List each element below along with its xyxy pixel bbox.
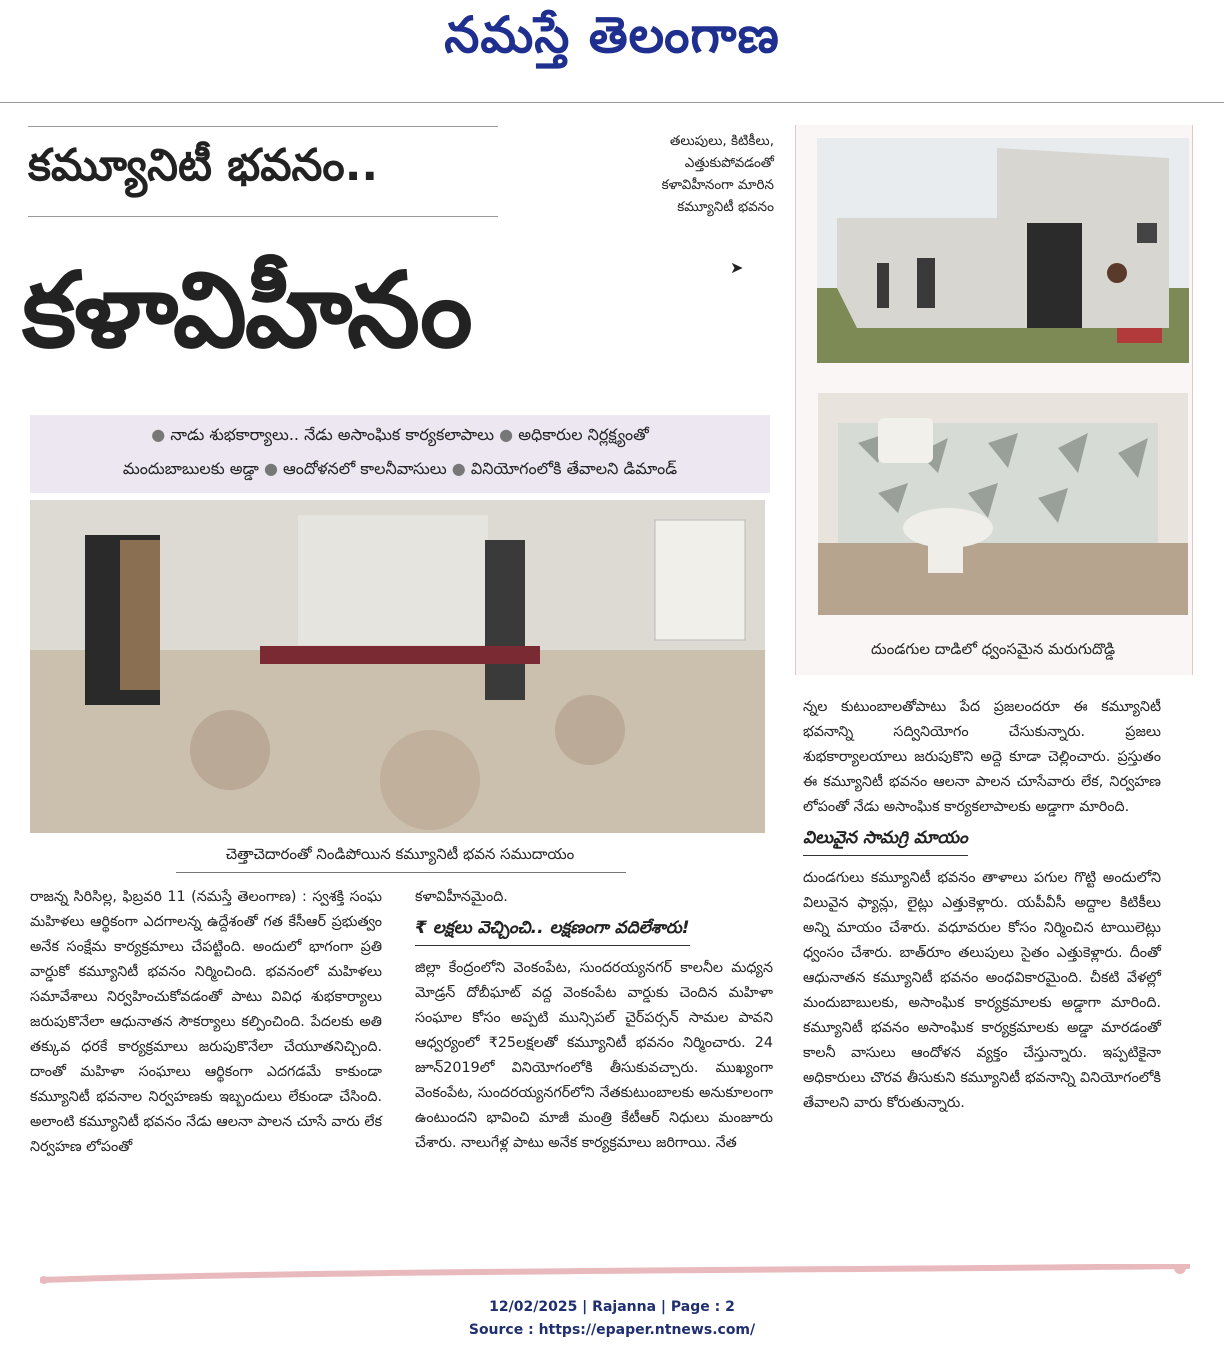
caption-rule <box>176 872 626 873</box>
article-paragraph: దుండగులు కమ్యూనిటీ భవనం తాళాలు పగుల గొట్టి అందులోని విలువైన ఫ్యాన్లు, లైట్లు ఎత్తుకెళ్లారు. యపీవీసీ అద్దాల కిటికీలు అన్ని మాయం చేశారు. వధూవరుల కోసం నిర్మించిన టాయిలెట్లు ధ్వంసం చేశారు. బాత్‌రూం తలుపులు సైతం ఎత్తుకెళ్లారు. దీంతో ఆధునాతన కమ్యూనిటీ భవనం అంధవికారమైంది. చీకటి వేళల్లో మందుబాబులకు, అసాంఘిక కార్యక్రమాలకు అడ్డాగా మారింది. కమ్యూనిటీ భవనం అసాంఘిక కార్యక్రమాలకు అడ్డా మారడంతో కాలనీ వాసులు ఆందోళన వ్యక్తం చేస్తున్నారు. ఇప్పటికైనా అధికారులు చొరవ తీసుకుని కమ్యూనిటీ భవనాన్ని వినియోగంలోకి తేవాలని వారు కోరుతున్నారు. <box>803 870 1161 1111</box>
highlight-item: అధికారుల నిర్లక్ష్యంతో <box>518 425 649 444</box>
highlight-item: మందుబాబులకు అడ్డా <box>122 459 259 478</box>
column-3-subheading: విలువైన సామగ్రి మాయం <box>803 826 968 856</box>
bullet-icon: ● <box>263 459 278 478</box>
footer-date-line: 12/02/2025 | Rajanna | Page : 2 <box>489 1299 735 1315</box>
article-paragraph: రాజన్న సిరిసిల్ల, ఫిబ్రవరి 11 (నమస్తే తెలంగాణ) : స్వశక్తి సంఘ మహిళలు ఆర్థికంగా ఎదగాలన్న ఉద్దేశంతో గత కేసీఆర్‌ ప్రభుత్వం అనేక సంక్షేమ కార్యక్రమాలు చేపట్టింది. అందులో భాగంగా ప్రతి వార్డుకో కమ్యూనిటీ భవనం నిర్మించింది. భవనంలో మహిళలు సమావేశాలు నిర్వహించుకోవడంతో పాటు వివిధ శుభకార్యాలు జరుపుకొనేలా ఆధునాతన సౌకర్యాలు కల్పించింది. పేదలకు అతి తక్కువ ధరకే కార్యక్రమాలు జరుపుకొనేలా చేయూతనిచ్చింది. దాంతో మహిళా సంఘాలు ఆర్థికంగా ఎదగడమే కాకుండా కమ్యూనిటీ భవనాల నిర్వహణకు ఇబ్బందులు లేకుండా చేసింది. అలాంటి కమ్యూనిటీ భవనం నేడు ఆలనా పాలన చూసే వారు లేక నిర్వహణ లోపంతో <box>30 889 382 1155</box>
article-column-3 <box>803 695 1161 1116</box>
kicker-rule-top <box>28 126 498 127</box>
highlight-item: నాడు శుభకార్యాలు.. నేడు అసాంఘిక కార్యకలాపాలు <box>170 425 495 444</box>
bullet-icon: ● <box>151 425 166 444</box>
hall-interior-photo <box>30 500 765 833</box>
deck-line: తలుపులు, కిటికీలు, <box>669 133 774 149</box>
article-paragraph: జిల్లా కేంద్రంలోని వెంకంపేట, సుందరయ్యనగర్‌ కాలనీల మధ్యన మోడ్రన్‌ దోబీఘాట్‌ వద్ద వెంకంపేట వార్డుకు చెందిన మహిళా సంఘాల కోసం అప్పటి మున్సిపల్‌ చైర్‌పర్సన్‌ సామల పావని ఆధ్వర్యంలో ₹25లక్షలతో కమ్యూనిటీ భవనం నిర్మించారు. 24 జూన్‌2019లో వినియోగంలోకి తీసుకువచ్చారు. ముఖ్యంగా వెంకంపేట, సుందరయ్యనగర్‌లోని నేతకుటుంబాలకు అనుకూలంగా ఉంటుందని భావించి మాజీ మంత్రి కేటీఆర్‌ నిధులు మంజూరు చేశారు. నాలుగేళ్ల పాటు అనేక కార్యక్రమాలు జరిగాయి. నేత <box>415 960 773 1151</box>
broken-toilet-photo <box>818 393 1188 615</box>
column-2-subheading: ₹ లక్షలు వెచ్చించి.. లక్షణంగా వదిలేశారు! <box>415 916 690 946</box>
article-column-2 <box>415 885 773 1156</box>
highlights-band <box>30 415 770 493</box>
highlights-row-1 <box>30 425 770 448</box>
article-headline: కళావిహీనం <box>22 249 471 371</box>
bullet-icon: ● <box>451 459 466 478</box>
masthead <box>0 0 1224 102</box>
highlights-row-2 <box>30 459 770 482</box>
bullet-icon: ● <box>499 425 514 444</box>
article-column-1 <box>30 885 382 1160</box>
deck-line: కళావిహీనంగా మారిన <box>661 177 774 193</box>
hall-photo-caption: చెత్తాచెదారంతో నిండిపోయిన కమ్యూనిటీ భవన సముదాయం <box>225 845 575 863</box>
building-exterior-photo <box>817 138 1189 363</box>
article-paragraph: న్నల కుటుంబాలతోపాటు పేద ప్రజలందరూ ఈ కమ్యూనిటీ భవనాన్ని సద్వినియోగం చేసుకున్నారు. ప్రజలు శుభకార్యాలయాలు జరుపుకొని అద్దె కూడా చెల్లించారు. ప్రస్తుతం ఈ కమ్యూనిటీ భవనం ఆలనా పాలన చూసేవారు లేక, నిర్వహణ లోపంతో నేడు అసాంఘిక కార్యకలాపాలకు అడ్డాగా మారింది. <box>803 699 1161 815</box>
highlight-item: వినియోగంలోకి తేవాలని డిమాండ్ <box>470 459 678 478</box>
toilet-photo-caption: దుండగుల దాడిలో ధ్వంసమైన మరుగుదొడ్డి <box>870 640 1116 658</box>
photo-deck <box>604 130 774 218</box>
deck-line: కమ్యూనిటీ భవనం <box>677 199 774 215</box>
masthead-divider <box>0 102 1224 103</box>
kicker-rule-bottom <box>28 216 498 217</box>
highlight-item: ఆందోళనలో కాలనీవాసులు <box>283 459 447 478</box>
footer-source-link[interactable]: Source : https://epaper.ntnews.com/ <box>468 1322 756 1338</box>
deck-line: ఎత్తుకుపోవడంతో <box>684 155 774 171</box>
newspaper-logo: నమస్తే తెలంగాణ <box>444 6 780 64</box>
pointer-arrow-icon: ➤ <box>730 258 744 277</box>
decorative-curve <box>40 1264 1190 1286</box>
article-kicker: కమ్యూనిటీ భవనం.. <box>28 140 379 191</box>
article-paragraph: కళావిహీనమైంది. <box>415 889 508 905</box>
